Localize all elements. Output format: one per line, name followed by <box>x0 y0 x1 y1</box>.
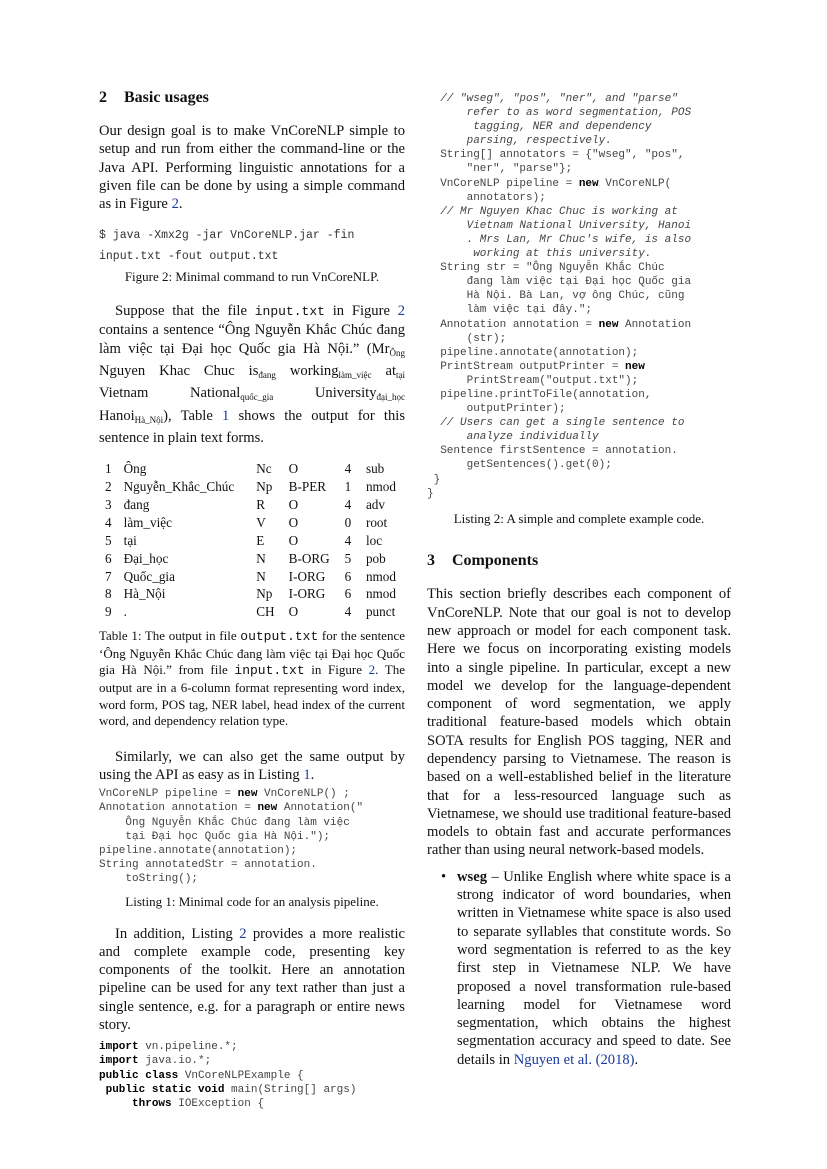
table-cell: 0 <box>344 514 352 530</box>
table-cell: pob <box>365 550 386 566</box>
table-cell: 7 <box>105 568 112 584</box>
table-cell: Nc <box>256 461 272 477</box>
table-cell: O <box>288 496 299 512</box>
table-cell: 4 <box>344 496 352 512</box>
figure-2-ref[interactable]: 2 <box>368 662 376 678</box>
table-cell: Đại_học <box>123 550 169 566</box>
table-cell: CH <box>256 604 275 620</box>
table-cell: 4 <box>344 604 352 620</box>
table-cell: R <box>256 496 266 512</box>
table-cell: 5 <box>105 532 112 548</box>
components-paragraph: This section briefly describes each component of VnCoreNLP. Note that our goal is not to develop new approach or model for each component task. Here we focus on incorporating existing models into a single pipeline. In particular, except a new model we develop for the language-dependent component of word segmentation, we apply traditional feature-based models which obtain SOTA results for English POS tagging, NER and dependency parsing to Vietnamese. The reason is based on a well-established belief in the literature that for a less-resourced language such as Vietnamese, we should use traditional feature-based models to obtain fast and accurate performances rather than using neural network-based models. <box>427 586 731 859</box>
table-row <box>105 551 405 569</box>
table-cell: Nguyễn_Khắc_Chúc <box>123 479 235 495</box>
table-cell: Quốc_gia <box>123 568 175 584</box>
table-cell: Np <box>256 479 273 495</box>
figure-2-ref[interactable]: 2 <box>397 303 406 320</box>
table-cell: 5 <box>344 550 352 566</box>
table-cell: punct <box>365 604 396 620</box>
table-cell: I-ORG <box>288 586 326 602</box>
suppose-paragraph: Suppose that the file input.txt in Figure 2 contains a sentence “Ông Nguyễn Khắc Chúc đang làm việc tại Đại học Quốc gia Hà Nội.” ($Mr_{Ông}$ Nguyen Khac Chuc $is_{đang}$ working$_{làm\_việc}$ $at_{tại}$ Vietnam National$_{quốc\_gia}$ University$_{đại\_học}$ Hanoi$_{Hà\_Nội}$), Table 1 shows the output for this sentence in plain text forms. <box>99 303 406 446</box>
table-row <box>105 479 405 497</box>
table-cell: 4 <box>344 461 352 477</box>
table-row <box>105 604 405 622</box>
listing-1-caption: Listing 1: Minimal code for an analysis pipeline. <box>125 893 379 909</box>
table-cell: O <box>288 514 299 530</box>
table-row <box>105 461 405 479</box>
table-cell: nmod <box>365 568 396 584</box>
table-cell: 4 <box>105 514 112 530</box>
table-cell: 1 <box>344 479 352 495</box>
list-item: • wseg – Unlike English where white space is a strong indicator of word boundaries, when written in Vietnamese white space is also used to separate syllables that constitute words. So word segmentation is referred to as the key first step in Vietnamese NLP. We have proposed a novel transformation rule-based learning model for Vietnamese word segmentation, which obtains the highest segmentation accuracy and speed to date. See details in Nguyen et al. (2018). <box>441 868 731 1068</box>
listing-1-ref[interactable]: 1 <box>303 767 311 784</box>
intro-paragraph: Our design goal is to make VnCoreNLP simple to setup and run from either the command-line or the Java API. Performing linguistic annotations for a given file can be done by using a simple command as in Figure 2. <box>99 123 405 213</box>
table-cell: V <box>256 514 266 530</box>
listing-2-caption: Listing 2: A simple and complete example code. <box>453 510 705 526</box>
listing-1-code: VnCoreNLP pipeline = new VnCoreNLP() ; Annotation annotation = new Annotation(" Ông Nguyễn Khắc Chúc đang làm việc tại Đại học Quốc gia Hà Nội."); pipeline.annotate(annotation); String annotatedStr = annotation. toString(); <box>99 788 364 885</box>
figure-2-ref[interactable]: 2 <box>171 196 179 213</box>
listing-2-code-continued: // "wseg", "pos", "ner", and "parse" refer to as word segmentation, POS tagging, NER and dependency parsing, respectively. String[] annotators = {"wseg", "pos", "ner", "parse"}; VnCoreNLP pipeline = new VnCoreNLP( annotators); // Mr Nguyen Khac Chuc is working at Vietnam National University, Hanoi . Mrs Lan, Mr Chuc's wife, is also working at this university. String str = "Ông Nguyễn Khắc Chúc đang làm việc tại Đại học Quốc gia Hà Nội. Bà Lan, vợ ông Chúc, cũng làm việc tại đây."; Annotation annotation = new Annotation (str); pipeline.annotate(annotation); PrintStream outputPrinter = new PrintStream("output.txt"); pipeline.printToFile(annotation, outputPrinter); // Users can get a single sentence to analyze individually Sentence firstSentence = annotation. getSentences().get(0); } } <box>427 93 692 500</box>
table-row <box>105 515 405 533</box>
figure-2-caption: Figure 2: Minimal command to run VnCoreNLP. <box>124 269 380 285</box>
table-cell: B-PER <box>288 479 327 495</box>
table-1-ref[interactable]: 1 <box>222 407 230 424</box>
component-list <box>427 868 731 1069</box>
table-cell: nmod <box>365 479 396 495</box>
right-column <box>427 92 731 1069</box>
table-cell: root <box>365 514 388 530</box>
table-cell: Hà_Nội <box>123 586 166 602</box>
table-cell: I-ORG <box>288 568 326 584</box>
table-cell: adv <box>365 496 385 512</box>
table-cell: Ông <box>123 461 147 477</box>
table-cell: nmod <box>365 586 396 602</box>
table-cell: 8 <box>105 586 112 602</box>
table-cell: B-ORG <box>288 550 330 566</box>
section-3-heading: 3 Components <box>427 552 539 570</box>
table-cell: 6 <box>344 568 352 584</box>
table-cell: E <box>256 532 265 548</box>
listing-2-code-start: import vn.pipeline.*; import java.io.*; public class VnCoreNLPExample { public static void main(String[] args) throws IOException { <box>99 1041 357 1110</box>
similarly-paragraph: Similarly, we can also get the same output by using the API as easy as in Listing 1. <box>99 748 405 784</box>
table-cell: Np <box>256 586 273 602</box>
table-cell: 4 <box>344 532 352 548</box>
table-cell: N <box>256 550 266 566</box>
table-cell: 6 <box>105 550 112 566</box>
citation-link[interactable]: Nguyen et al. (2018) <box>513 1051 635 1068</box>
table-cell: . <box>123 604 127 620</box>
table-row <box>105 533 405 551</box>
table-row <box>105 497 405 515</box>
table-cell: đang <box>123 496 150 512</box>
listing-2-ref[interactable]: 2 <box>239 925 247 942</box>
section-2-heading: 2 Basic usages <box>99 89 209 106</box>
table-1-caption: Table 1: The output in file output.txt for the sentence ‘Ông Nguyễn Khắc Chúc đang làm việc tại Đại học Quốc gia Hà Nội.” from file input.txt in Figure 2. The output are in a 6-column format representing word index, word form, POS tag, NER label, head index of the current word, and dependency relation type. <box>99 628 405 729</box>
table-cell: tại <box>123 532 137 548</box>
command-block: $ java -Xmx2g -jar VnCoreNLP.jar -fin input.txt -fout output.txt <box>99 229 355 264</box>
addition-paragraph: In addition, Listing 2 provides a more realistic and complete example code, presenting key components of the toolkit. Here an annotation pipeline can be used for any text rather than just a single sentence, e.g. for a paragraph or entire news story. <box>99 925 405 1034</box>
table-cell: 3 <box>105 496 112 512</box>
table-cell: 9 <box>105 604 112 620</box>
table-cell: 1 <box>105 461 112 477</box>
table-cell: O <box>288 461 299 477</box>
table-row <box>105 586 405 604</box>
table-cell: loc <box>365 532 383 548</box>
table-1 <box>105 461 405 622</box>
table-cell: 6 <box>344 586 352 602</box>
table-row <box>105 569 405 587</box>
table-cell: O <box>288 532 299 548</box>
table-cell: N <box>256 568 266 584</box>
table-cell: 2 <box>105 479 112 495</box>
table-cell: sub <box>365 461 385 477</box>
left-column <box>99 88 405 1111</box>
table-cell: làm_việc <box>123 514 172 530</box>
table-cell: O <box>288 604 299 620</box>
